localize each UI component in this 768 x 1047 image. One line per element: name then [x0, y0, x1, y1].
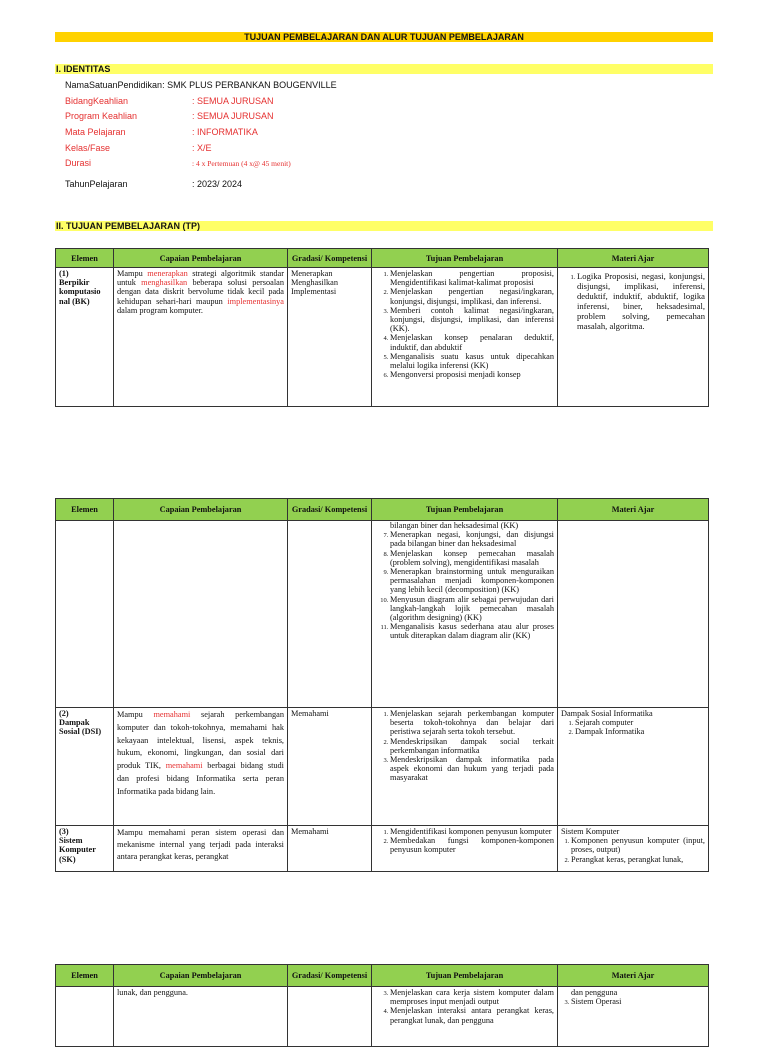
tujuan-item: 5. Menganalisis suatu kasus untuk dipecahkan melalui logika inferensi (KK) [390, 352, 554, 370]
header-gradasi: Gradasi/ Kompetensi [288, 965, 372, 987]
materi-item: 2. Perangkat keras, perangkat lunak, [571, 855, 705, 864]
gradasi-cell: Memahami [288, 826, 372, 872]
header-materi: Materi Ajar [558, 249, 709, 268]
materi-cell [558, 987, 709, 1047]
materi-continued-line: dan pengguna [571, 988, 618, 997]
tujuan-item: 4. Menjelaskan konsep penalaran deduktif, induktif, dan abduktif [390, 333, 554, 351]
header-gradasi: Gradasi/ Kompetensi [288, 249, 372, 268]
header-tujuan: Tujuan Pembelajaran [372, 499, 558, 521]
identitas-label: Durasi [65, 158, 92, 168]
header-gradasi: Gradasi/ Kompetensi [288, 499, 372, 521]
tujuan-item: 4. Menjelaskan interaksi antara perangkat keras, perangkat lunak, dan pengguna [390, 1006, 554, 1024]
elemen-name: Sistem Komputer (SK) [59, 836, 96, 864]
materi-title: Dampak Sosial Informatika [561, 709, 653, 718]
tujuan-item: 3. Menjelaskan cara kerja sistem komputer dalam memproses input menjadi output [390, 988, 554, 1006]
capaian-cell: lunak, dan pengguna. [114, 987, 288, 1047]
tujuan-item: 11. Menganalisis kasus sederhana atau alur proses untuk diterapkan dalam diagram alir (KK) [390, 622, 554, 640]
tujuan-item: 8. Menjelaskan konsep pemecahan masalah (problem solving), mengidentifikasi masalah [390, 549, 554, 567]
gradasi-cell: Menerapkan Menghasilkan Implementasi [288, 268, 372, 407]
header-elemen: Elemen [56, 965, 114, 987]
identitas-label: TahunPelajaran [65, 179, 128, 189]
materi-item: 2. Dampak Informatika [575, 727, 705, 736]
materi-item: 1. Sejarah computer [575, 718, 705, 727]
tujuan-item: 9. Menerapkan brainstorming untuk menguraikan permasalahan menjadi komponen-komponen yang lebih kecil (decomposition) (KK) [390, 567, 554, 595]
tujuan-item: 3. Memberi contoh kalimat negasi/ingkaran, konjungsi, disjungsi, implikasi, dan inferensi (KK). [390, 306, 554, 334]
tujuan-item: 1. Mengidentifikasi komponen penyusun komputer [390, 827, 554, 836]
identitas-label: NamaSatuanPendidikan: SMK PLUS PERBANKAN BOUGENVILLE [65, 80, 337, 90]
elemen-cell [56, 987, 114, 1047]
header-elemen: Elemen [56, 499, 114, 521]
tujuan-item: 7. Menerapkan negasi, konjungsi, dan disjungsi pada bilangan biner dan heksadesimal [390, 530, 554, 548]
identitas-label: Program Keahlian [65, 111, 138, 121]
tujuan-item: 2. Membedakan fungsi komponen-komponen penyusun komputer [390, 836, 554, 854]
identitas-label: Mata Pelajaran [65, 127, 126, 137]
tujuan-item: 2. Menjelaskan pengertian negasi/ingkaran, konjungsi, disjungsi, implikasi, dan inferensi. [390, 287, 554, 305]
elemen-number: (3) [59, 827, 69, 836]
identitas-value: : 4 x Pertemuan (4 x@ 45 menit) [192, 159, 291, 168]
tujuan-item: 1. Menjelaskan sejarah perkembangan komputer beserta tokoh-tokohnya dan belajar dari peristiwa sejarah serta tokoh tersebut. [390, 709, 554, 737]
identitas-value: : INFORMATIKA [192, 127, 258, 137]
highlight-keyword: memahami [165, 761, 203, 771]
identitas-value: : SEMUA JURUSAN [192, 111, 274, 121]
materi-item: 1. Logika Proposisi, negasi, konjungsi, disjungsi, implikasi, inferensi, deduktif, induktif, abduktif, logika inferensi, biner, heksadesimal, problem solving, pemecahan masalah, algoritma. [577, 271, 705, 331]
gradasi-cell: Memahami [288, 708, 372, 826]
header-capaian: Capaian Pembelajaran [114, 249, 288, 268]
capaian-cell: Mampu menerapkan strategi algoritmik standar untuk menghasilkan beberapa solusi persoalan dengan data diskrit bervolume tidak kecil pada kehidupan sehari-hari maupun implementasinya dalam program komputer. [114, 268, 288, 407]
elemen-number: (1) [59, 269, 69, 278]
header-capaian: Capaian Pembelajaran [114, 965, 288, 987]
tujuan-item: 10. Menyusun diagram alir sebagai perwujudan dari langkah-langkah lojik pemecahan masalah (algorithm designing) (KK) [390, 595, 554, 623]
identitas-value: : X/E [192, 143, 212, 153]
materi-item: 1. Komponen penyusun komputer (input, proses, output) [571, 836, 705, 854]
tp-table-page-3 [55, 964, 709, 1047]
identitas-heading: I. IDENTITAS [55, 64, 713, 74]
tujuan-item: 3. Mendeskripsikan dampak informatika pada aspek ekonomi dan hukum yang terjadi pada masyarakat [390, 755, 554, 783]
capaian-cell: Mampu memahami sejarah perkembangan komputer dan tokoh-tokohnya, memahami hak kekayaan intelektual, lisensi, aspek teknis, hukum, ekonomi, lingkungan, dan sosial dari produk TIK, memahami berbagai bidang studi dan profesi bidang Informatika serta peran Informatika pada bidang lain. [114, 708, 288, 826]
header-tujuan: Tujuan Pembelajaran [372, 249, 558, 268]
elemen-number: (2) [59, 709, 69, 718]
elemen-name: Dampak Sosial (DSI) [59, 718, 102, 737]
capaian-cell: Mampu memahami peran sistem operasi dan mekanisme internal yang terjadi pada interaksi antara perangkat keras, perangkat [114, 826, 288, 872]
tujuan-item: 2. Mendeskripsikan dampak social terkait perkembangan informatika [390, 737, 554, 755]
elemen-name: Berpikir komputasio nal (BK) [59, 278, 101, 306]
document-title: TUJUAN PEMBELAJARAN DAN ALUR TUJUAN PEMBELAJARAN [244, 32, 524, 42]
materi-item: 3. Sistem Operasi [571, 997, 705, 1006]
materi-title: Sistem Komputer [561, 827, 620, 836]
identitas-value: : 2023/ 2024 [192, 179, 243, 189]
highlight-keyword: implementasinya [227, 296, 284, 306]
tp-heading: II. TUJUAN PEMBELAJARAN (TP) [55, 221, 713, 231]
tujuan-item: 1. Menjelaskan pengertian proposisi, Mengidentifikasi kalimat-kalimat proposisi [390, 269, 554, 287]
tujuan-continued-line: bilangan biner dan heksadesimal (KK) [390, 521, 519, 530]
highlight-keyword: menerapkan [147, 269, 188, 278]
header-capaian: Capaian Pembelajaran [114, 499, 288, 521]
highlight-keyword: memahami [153, 710, 191, 719]
header-materi: Materi Ajar [558, 499, 709, 521]
gradasi-cell [288, 987, 372, 1047]
identitas-value: : SEMUA JURUSAN [192, 96, 274, 106]
highlight-keyword: menghasilkan [141, 278, 188, 288]
tujuan-item: 6. Mengonversi proposisi menjadi konsep [390, 370, 554, 379]
tujuan-cell [372, 987, 558, 1047]
header-materi: Materi Ajar [558, 965, 709, 987]
header-tujuan: Tujuan Pembelajaran [372, 965, 558, 987]
identitas-label: Kelas/Fase [65, 143, 111, 153]
identitas-label: BidangKeahlian [65, 96, 129, 106]
header-elemen: Elemen [56, 249, 114, 268]
